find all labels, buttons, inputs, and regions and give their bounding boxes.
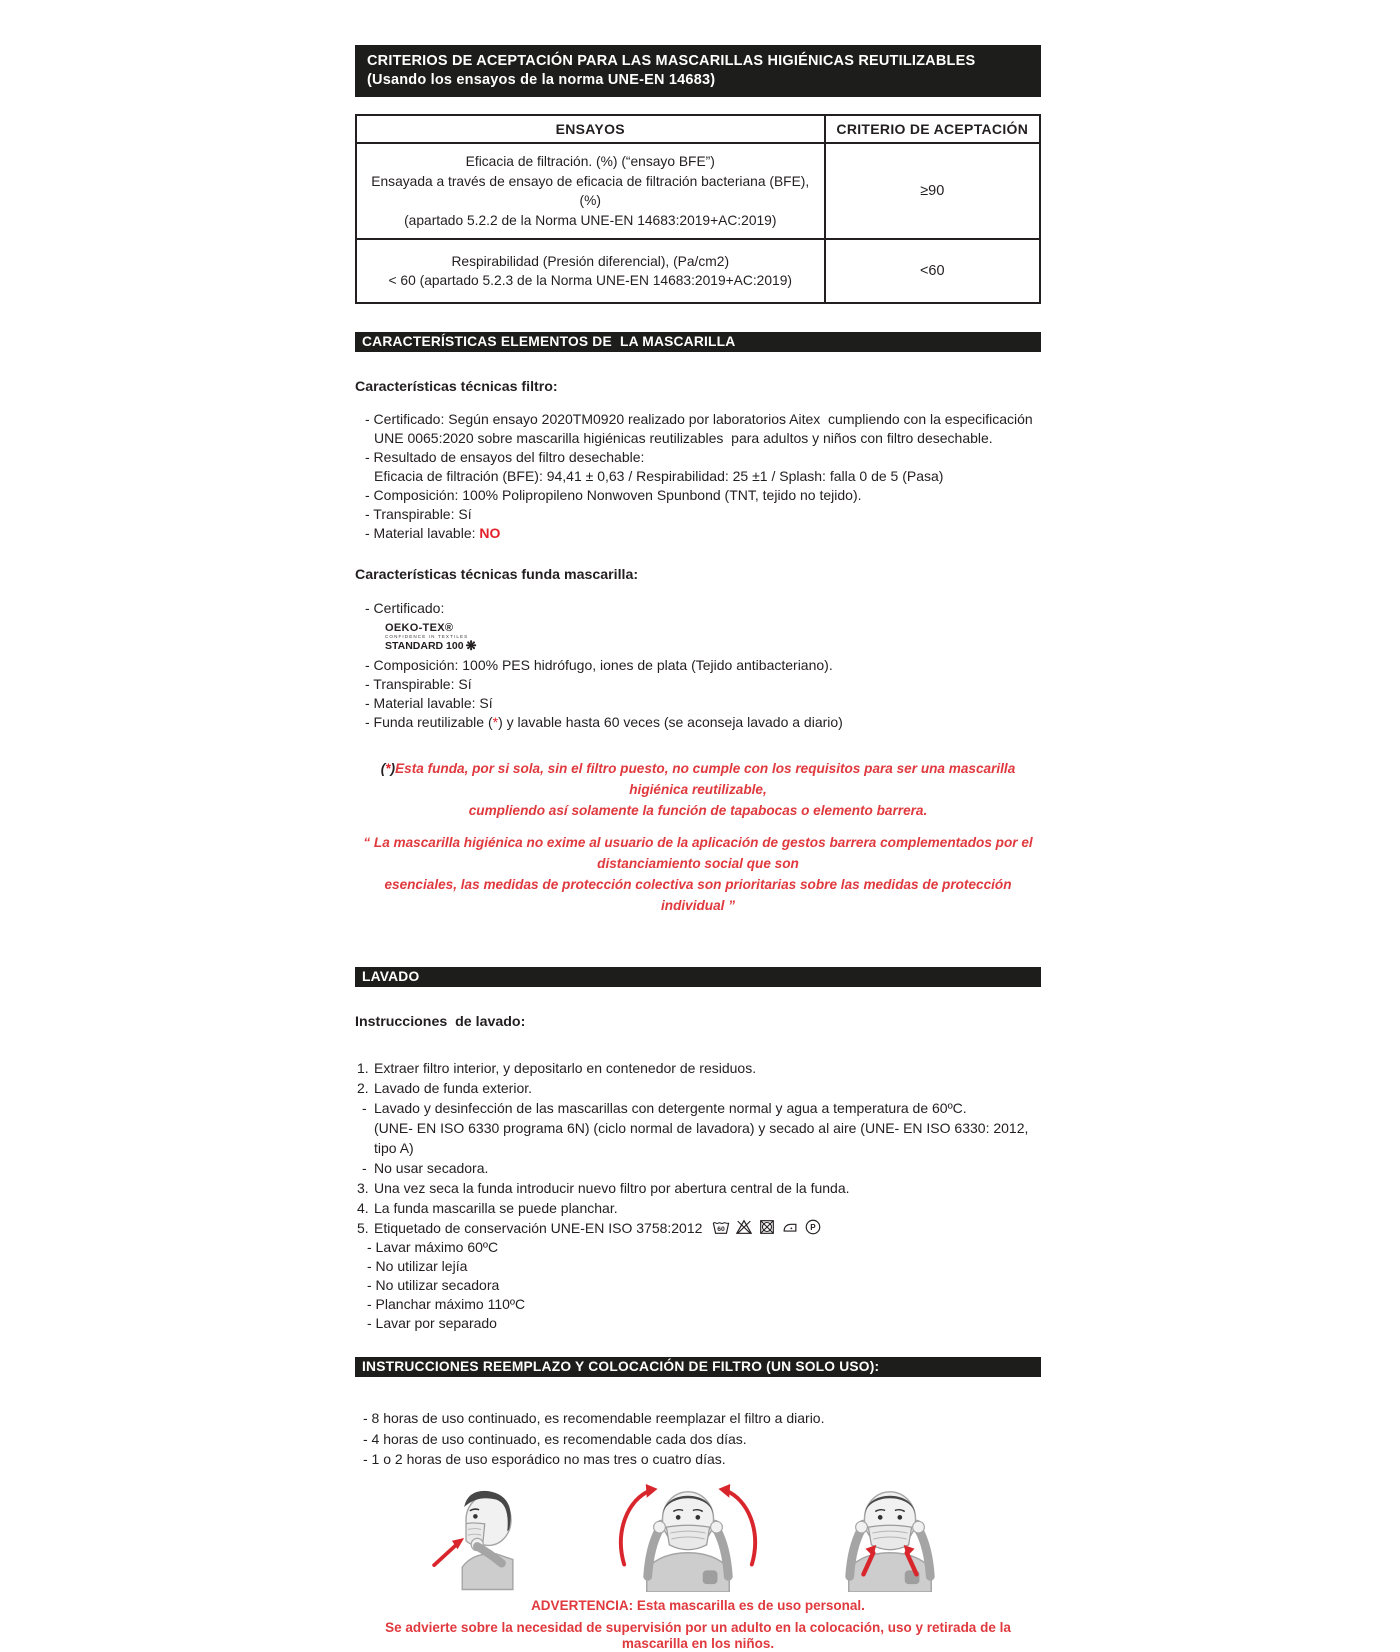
- funda-list: [355, 599, 1041, 732]
- filtro-lavable-label: - Material lavable:: [365, 525, 480, 541]
- do-not-bleach-icon: [735, 1218, 753, 1236]
- reemplazo-item: - 1 o 2 horas de uso esporádico no mas tres o cuatro días.: [363, 1451, 726, 1467]
- oeko-tex-flower-icon: ❋: [465, 638, 477, 653]
- step-text: (UNE- EN ISO 6330 programa 6N) (ciclo normal de lavadora) y secado al aire (UNE- EN ISO 6330: 2012, tipo A): [374, 1120, 1033, 1156]
- lavado-step-2b: [355, 1158, 1041, 1178]
- table-row: [356, 143, 1040, 239]
- step-number: 1.: [357, 1060, 369, 1076]
- filtro-material-lavable: [355, 524, 1041, 543]
- mask-step-3-illustration adjust-mask-fit-icon: [805, 1482, 975, 1592]
- funda-reutilizable-pre: - Funda reutilizable (: [365, 714, 493, 730]
- ensayo-bfe-cell: [356, 143, 825, 239]
- step-dash: -: [362, 1160, 367, 1176]
- hygiene-quote-line-2: esenciales, las medidas de protección colectiva son prioritarias sobre las medidas de protección individual ”: [384, 877, 1012, 913]
- wash-60-icon: [712, 1218, 730, 1236]
- oeko-tex-wordmark: OEKO-TEX®: [385, 622, 454, 634]
- warning-line-1: ADVERTENCIA: Esta mascarilla es de uso personal.: [531, 1597, 865, 1613]
- svg-text:60: 60: [717, 1226, 726, 1234]
- ensayo-respirabilidad-line-2: < 60 (apartado 5.2.3 de la Norma UNE-EN 14683:2019+AC:2019): [388, 273, 792, 288]
- step-number: 2.: [357, 1080, 369, 1096]
- heading-instrucciones-lavado: Instrucciones de lavado:: [355, 1014, 526, 1030]
- reemplazo-item: - 8 horas de uso continuado, es recomendable reemplazar el filtro a diario.: [363, 1410, 825, 1426]
- title-line-1: CRITERIOS DE ACEPTACIÓN PARA LAS MASCARILLAS HIGIÉNICAS REUTILIZABLES: [367, 53, 976, 69]
- mask-step-2-illustration pull-ear-loops-icon: [603, 1482, 773, 1592]
- lavado-step-4: [355, 1198, 1041, 1218]
- filtro-certificado-line-2: UNE 0065:2020 sobre mascarilla higiénicas reutilizables para adultos y niños con filtro desechable.: [374, 430, 993, 446]
- warning-block: [355, 1598, 1041, 1652]
- mask-instruction-figures: [355, 1482, 1041, 1592]
- step-text: Lavado de funda exterior.: [374, 1080, 533, 1096]
- lavado-sub-item: - Lavar por separado: [367, 1315, 497, 1331]
- oeko-tex-tagline: CONFIDENCE IN TEXTILES: [385, 634, 469, 639]
- filtro-resultado-line-1: - Resultado de ensayos del filtro desechable:: [365, 449, 645, 465]
- reemplazo-list: [355, 1408, 1041, 1470]
- mask-step-1-illustration put-mask-on-face-icon: [421, 1482, 571, 1592]
- professional-clean-icon: [804, 1218, 822, 1236]
- care-symbols: [712, 1218, 822, 1236]
- step-text: La funda mascarilla se puede planchar.: [374, 1200, 618, 1216]
- funda-composicion: - Composición: 100% PES hidrófugo, iones de plata (Tejido antibacteriano).: [365, 657, 833, 673]
- asterisk-note-line-1: [355, 758, 1041, 800]
- funda-reutilizable: [355, 713, 1041, 732]
- asterisk-note-line-2: cumpliendo así solamente la función de tapabocas o elemento barrera.: [468, 803, 928, 818]
- funda-lavable: - Material lavable: Sí: [365, 695, 493, 711]
- svg-text:P: P: [810, 1222, 817, 1232]
- section-bar-caracteristicas: CARACTERÍSTICAS ELEMENTOS DE LA MASCARILLA: [355, 332, 1041, 352]
- document-page: [355, 0, 1041, 1652]
- funda-reutilizable-post: ) y lavable hasta 60 veces (se aconseja lavado a diario): [498, 714, 843, 730]
- lavado-step-5: [355, 1218, 1041, 1238]
- lavado-step-2a: [355, 1098, 1041, 1118]
- filtro-transpirable: - Transpirable: Sí: [365, 506, 472, 522]
- ensayo-respirabilidad-line-1: Respirabilidad (Presión diferencial), (Pa/cm2): [451, 253, 730, 269]
- ensayo-respirabilidad-cell: [356, 239, 825, 303]
- step-number: 4.: [357, 1200, 369, 1216]
- lavado-step-3: [355, 1178, 1041, 1198]
- lavado-sub-item: - No utilizar secadora: [367, 1277, 500, 1293]
- lavado-step-2a-cont: [355, 1118, 1041, 1158]
- lavado-sub-item: - Planchar máximo 110ºC: [367, 1296, 526, 1312]
- step-text: Etiquetado de conservación UNE-EN ISO 3758:2012: [374, 1220, 703, 1236]
- filtro-resultado-line-2: Eficacia de filtración (BFE): 94,41 ± 0,63 / Respirabilidad: 25 ±1 / Splash: falla 0 de 5 (Pasa): [374, 468, 944, 484]
- filtro-list: [355, 410, 1041, 543]
- oeko-tex-standard: [385, 640, 1041, 652]
- ensayo-bfe-line-3: (apartado 5.2.2 de la Norma UNE-EN 14683:2019+AC:2019): [404, 212, 777, 228]
- step-text-wrap: [374, 1218, 822, 1238]
- funda-transpirable: - Transpirable: Sí: [365, 676, 472, 692]
- table-row: [356, 239, 1040, 303]
- step-number: 3.: [357, 1180, 369, 1196]
- column-header-criterio: CRITERIO DE ACEPTACIÓN: [825, 115, 1040, 143]
- lavado-step-1: [355, 1058, 1041, 1078]
- asterisk-note: [355, 758, 1041, 821]
- hygiene-quote-line-1: “ La mascarilla higiénica no exime al usuario de la aplicación de gestos barrera complementados por el distanciamiento social que son: [363, 835, 1033, 871]
- heading-filtro: Características técnicas filtro:: [355, 379, 558, 395]
- table-header-row: [356, 115, 1040, 143]
- column-header-ensayos: ENSAYOS: [356, 115, 825, 143]
- ensayo-bfe-line-1: Eficacia de filtración. (%) (“ensayo BFE”): [465, 154, 715, 169]
- step-text: Lavado y desinfección de las mascarillas con detergente normal y agua a temperatura de 60ºC.: [374, 1100, 967, 1116]
- reemplazo-item: - 4 horas de uso continuado, es recomendable cada dos días.: [363, 1430, 747, 1447]
- filtro-lavable-value: NO: [479, 525, 501, 541]
- step-text: Una vez seca la funda introducir nuevo filtro por abertura central de la funda.: [374, 1180, 850, 1196]
- lavado-steps: [355, 1058, 1041, 1333]
- heading-funda: Características técnicas funda mascarilla:: [355, 567, 639, 583]
- hygiene-quote: [355, 832, 1041, 916]
- step-number: 5.: [357, 1220, 369, 1236]
- oeko-tex-logo: [385, 623, 1041, 652]
- step-dash: -: [362, 1100, 367, 1116]
- filtro-certificado-line-1: - Certificado: Según ensayo 2020TM0920 realizado por laboratorios Aitex cumpliendo con la especificación: [365, 411, 1033, 427]
- criterio-respirabilidad-value: <60: [825, 239, 1040, 303]
- funda-certificado: - Certificado:: [365, 600, 445, 616]
- funda-reutilizable-asterisk: *: [492, 714, 499, 730]
- lavado-sub-item: - Lavar máximo 60ºC: [367, 1239, 499, 1255]
- step-indent: [355, 1118, 374, 1158]
- step-text: No usar secadora.: [374, 1160, 489, 1176]
- step-text: Extraer filtro interior, y depositarlo en contenedor de residuos.: [374, 1060, 757, 1076]
- section-bar-lavado: LAVADO: [355, 967, 1041, 987]
- note-asterisk: *: [385, 761, 391, 776]
- note-paren-close: ): [390, 761, 396, 776]
- note-text-1: Esta funda, por si sola, sin el filtro puesto, no cumple con los requisitos para ser una mascarilla higiénica reutilizable,: [395, 761, 1016, 797]
- iron-icon: [781, 1218, 799, 1236]
- filtro-composicion: - Composición: 100% Polipropileno Nonwoven Spunbond (TNT, tejido no tejido).: [365, 487, 862, 503]
- criterio-bfe-value: ≥90: [825, 143, 1040, 239]
- warning-line-2: Se advierte sobre la necesidad de supervisión por un adulto en la colocación, uso y retirada de la mascarilla en los niños.: [385, 1619, 1011, 1651]
- title-line-2: (Usando los ensayos de la norma UNE-EN 14683): [367, 72, 716, 88]
- oeko-tex-standard-label: STANDARD 100: [385, 640, 464, 652]
- lavado-step-2: [355, 1078, 1041, 1098]
- acceptance-criteria-table: [355, 114, 1041, 304]
- note-paren-open: (: [380, 761, 386, 776]
- title-bar: [355, 45, 1041, 97]
- do-not-tumble-dry-icon: [758, 1218, 776, 1236]
- ensayo-bfe-line-2: Ensayada a través de ensayo de eficacia de filtración bacteriana (BFE), (%): [371, 173, 814, 208]
- lavado-sub-item: - No utilizar lejía: [367, 1258, 468, 1274]
- section-bar-reemplazo: INSTRUCCIONES REEMPLAZO Y COLOCACIÓN DE FILTRO (UN SOLO USO):: [355, 1357, 1041, 1377]
